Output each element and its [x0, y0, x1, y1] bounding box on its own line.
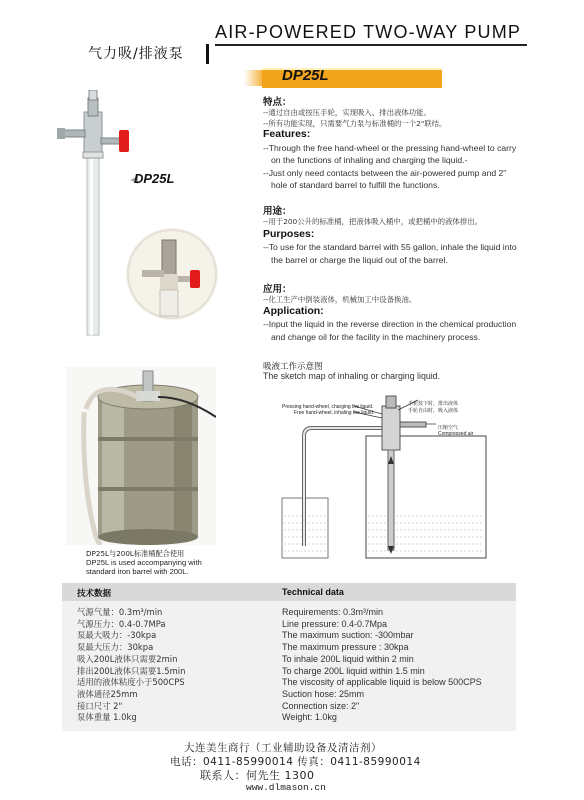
- tech-row-en: The viscosity of applicable liquid is below 500CPS: [282, 677, 482, 688]
- purposes-line-cn-1: --用于200公升的标准桶，把液体吸入桶中，或把桶中的液体排出。: [263, 217, 482, 226]
- tech-row-en: The maximum suction: -300mbar: [282, 630, 414, 641]
- tech-row-cn: 泵最大吸力：-30kpa: [77, 630, 157, 641]
- purposes-line-en-1: --To use for the standard barrel with 55 gallon, inhale the liquid into: [263, 242, 517, 252]
- tech-row-cn: 排出200L液体只需要1.5min: [77, 665, 186, 676]
- application-title-cn: 应用：: [263, 284, 292, 295]
- sketch-label-air-cn: 压缩空气: [438, 425, 459, 431]
- features-title-cn: 特点：: [263, 97, 292, 108]
- tech-title-cn: 技术数据: [77, 589, 112, 599]
- application-line-cn-1: --化工生产中倒装液体，机械加工中设备换油。: [263, 295, 417, 304]
- pump-detail-photo: [124, 226, 220, 322]
- barrel-caption-en-1: DP25L is used accompanying with: [86, 558, 202, 567]
- features-line-en-2: on the functions of inhaling and charging the liquid.-: [271, 155, 468, 165]
- purposes-title-en: Purposes:: [263, 228, 315, 240]
- tech-column-cn: [77, 607, 185, 724]
- barrel-photo: [66, 367, 216, 545]
- sketch-title-cn: 吸液工作示意图: [263, 362, 323, 372]
- sketch-title-en: The sketch map of inhaling or charging liquid.: [263, 371, 441, 381]
- footer-company: 大连美生商行（工业辅助设备及清洁剂）: [184, 742, 382, 754]
- features-line-en-1: --Through the free hand-wheel or the pressing hand-wheel to carry: [263, 143, 517, 153]
- features-title-en: Features:: [263, 128, 311, 140]
- footer-url: www.dlmason.cn: [246, 782, 326, 793]
- pump-model-label: DP25L: [134, 171, 175, 186]
- footer-contact: 联系人：何先生 1300: [200, 769, 315, 782]
- purposes-title-cn: 用途：: [263, 206, 292, 217]
- sketch-label-cn-2: 手轮自由时，吸入液体: [408, 408, 459, 414]
- tech-row-en: Weight: 1.0kg: [282, 712, 337, 723]
- tech-row-cn: 适用的液体粘度小于500CPS: [77, 677, 185, 688]
- application-line-en-1: --Input the liquid in the reverse direction in the chemical production: [263, 319, 517, 329]
- tech-row-en: Requirements: 0.3m³/min: [282, 607, 384, 617]
- features-line-en-3: --Just only need contacts between the air-powered pump and 2": [263, 168, 507, 178]
- tech-row-cn: 气源压力：0.4-0.7MPa: [77, 618, 166, 629]
- model-label: DP25L: [282, 67, 329, 84]
- sketch-label-cn-1: 手轮按下时，排出液体: [408, 401, 459, 407]
- title-rule: [215, 44, 527, 46]
- sketch-label-air-en: Compressed air: [438, 431, 474, 437]
- barrel-caption-en-2: standard iron barrel with 200L.: [86, 567, 189, 576]
- features-line-cn-2: --所有功能实现，只需要气力泵与标准桶的一个2"联结。: [263, 119, 447, 128]
- sketch-label-pressing: Pressing hand-wheel, charging the liquid.: [282, 404, 374, 410]
- application-title-en: Application:: [263, 305, 324, 317]
- tech-row-en: To inhale 200L liquid within 2 min: [282, 653, 414, 664]
- sketch-label-free: Free hand-wheel, inhaling the liquid.: [294, 410, 375, 416]
- tech-title-en: Technical data: [282, 587, 344, 597]
- application-line-en-2: and change oil for the facility in the machinery process.: [271, 332, 481, 342]
- tech-row-cn: 泵体重量 1.0kg: [77, 712, 137, 723]
- features-line-cn-1: --通过自由或按压手轮，实现吸入、排出液体功能。: [263, 108, 431, 117]
- tech-row-cn: 接口尺寸 2": [77, 700, 123, 711]
- page-title-en: AIR-POWERED TWO-WAY PUMP: [215, 22, 522, 42]
- tech-column-en: [282, 607, 482, 724]
- tech-row-en: Connection size: 2": [282, 700, 360, 711]
- tech-row-en: The maximum pressure : 30kpa: [282, 642, 409, 653]
- tech-row-cn: 气源气量：0.3m³/min: [77, 607, 163, 617]
- tech-row-en: Line pressure: 0.4-0.7Mpa: [282, 618, 388, 629]
- title-divider: [206, 44, 209, 64]
- features-line-en-4: hole of standard barrel to fulfill the functions.: [271, 180, 440, 190]
- tech-row-en: Suction hose: 25mm: [282, 688, 365, 699]
- page-title-cn: 气力吸/排液泵: [88, 46, 184, 62]
- footer-phone: 电话：0411-85990014 传真：0411-85990014: [170, 756, 421, 768]
- tech-row-cn: 吸入200L液体只需要2min: [77, 653, 178, 664]
- tech-row-cn: 液体通径25mm: [77, 688, 138, 699]
- tech-row-cn: 泵最大压力：30kpa: [77, 642, 154, 653]
- purposes-line-en-2: the barrel or charge the liquid out of the barrel.: [271, 255, 448, 265]
- barrel-caption-cn: DP25L与200L标准桶配合使用: [86, 549, 185, 558]
- tech-row-en: To charge 200L liquid within 1.5 min: [282, 665, 425, 676]
